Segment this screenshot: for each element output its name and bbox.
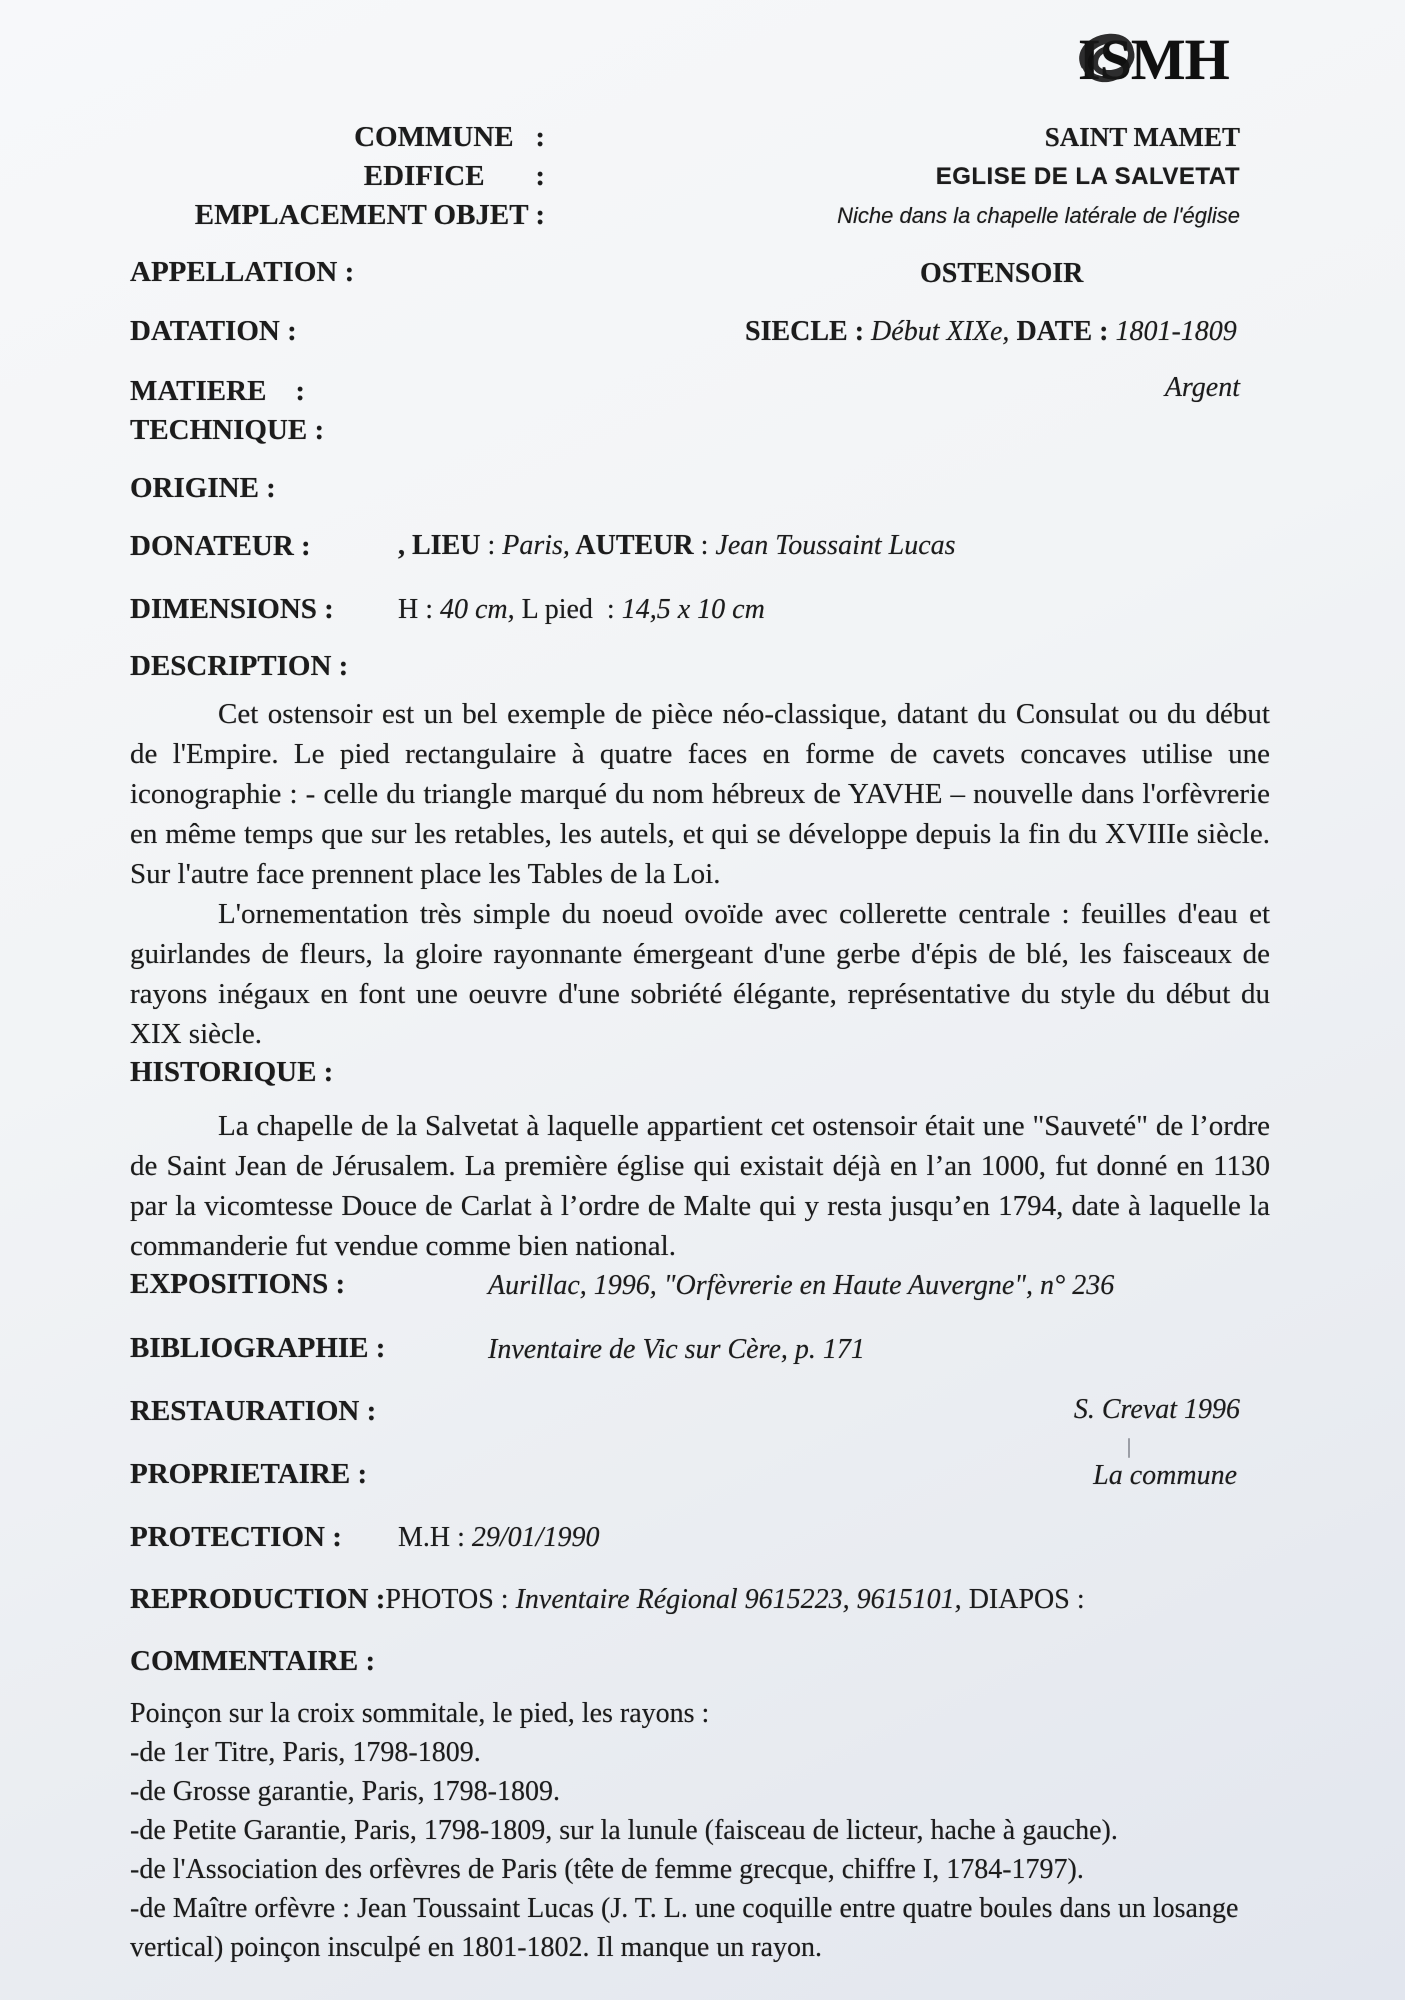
label-datation: DATATION :	[130, 315, 297, 347]
foot-label: L pied :	[514, 594, 622, 625]
mh-value: 29/01/1990	[471, 1522, 600, 1553]
siecle-value: Début XIXe,	[871, 316, 1010, 347]
commentaire-line: -de Petite Garantie, Paris, 1798-1809, sur la lunule (faisceau de licteur, hache à gauche).	[130, 1815, 1118, 1846]
matiere-value: Argent	[1164, 372, 1240, 403]
commentaire-line: -de Maître orfèvre : Jean Toussaint Lucas (J. T. L. une coquille entre quatre boules dans un losange vertical) poinçon insculpé en 1801-1802. Il manque un rayon.	[130, 1893, 1239, 1963]
commentaire-line: Poinçon sur la croix sommitale, le pied, les rayons :	[130, 1698, 710, 1729]
ink-scribble-icon	[1068, 24, 1154, 94]
foot-value: 14,5 x 10 cm	[621, 594, 765, 625]
logo-text: ISMH	[1078, 27, 1229, 92]
diapos-label: DIAPOS :	[961, 1584, 1085, 1615]
restauration-value: S. Crevat 1996	[1073, 1394, 1240, 1425]
commune-value: SAINT MAMET	[1044, 122, 1240, 152]
label-historique: HISTORIQUE :	[130, 1056, 334, 1088]
label-commentaire: COMMENTAIRE :	[130, 1645, 376, 1677]
auteur-label: AUTEUR	[569, 530, 694, 561]
label-emplacement: EMPLACEMENT OBJET :	[194, 199, 545, 231]
label-dimensions: DIMENSIONS :	[130, 593, 342, 625]
commentaire-line: -de 1er Titre, Paris, 1798-1809.	[130, 1737, 481, 1768]
auteur-value: Jean Toussaint Lucas	[715, 530, 956, 561]
label-description: DESCRIPTION :	[130, 650, 349, 682]
ismh-logo	[1078, 26, 1268, 96]
label-matiere: MATIERE :	[130, 375, 306, 407]
bibliographie-value: Inventaire de Vic sur Cère, p. 171	[488, 1334, 865, 1365]
header-values	[700, 118, 1240, 235]
label-origine: ORIGINE :	[130, 472, 276, 504]
date-value: 1801-1809	[1115, 316, 1237, 347]
header-labels	[130, 118, 545, 235]
protection-value	[398, 1522, 599, 1554]
mh-label: M.H :	[398, 1522, 472, 1553]
edifice-value: EGLISE DE LA SALVETAT	[935, 163, 1240, 190]
emplacement-value: Niche dans la chapelle latérale de l'église	[837, 203, 1240, 228]
commentaire-line: -de l'Association des orfèvres de Paris (tête de femme grecque, chiffre I, 1784-1797).	[130, 1854, 1084, 1885]
commentaire-text	[130, 1694, 1275, 1967]
dimensions-value	[398, 594, 765, 626]
commentaire-line: -de Grosse garantie, Paris, 1798-1809.	[130, 1776, 561, 1807]
label-expositions: EXPOSITIONS :	[130, 1268, 346, 1300]
lieu-label: LIEU	[412, 530, 481, 561]
donateur-comma: ,	[398, 530, 412, 561]
proprietaire-value: La commune	[1093, 1460, 1237, 1491]
lieu-value: Paris,	[502, 530, 570, 561]
photos-value: Inventaire Régional 9615223, 9615101,	[515, 1584, 962, 1615]
description-paragraph-2: L'ornementation très simple du noeud ovoïde avec collerette centrale : feuilles d'eau et guirlandes de fleurs, la gloire rayonnante émergeant d'une gerbe d'épis de blé, les faisceaux de rayons inégaux en font une oeuvre d'une sobriété élégante, représentative du style du début du XIX siècle.	[130, 898, 1270, 1050]
height-value: 40 cm,	[440, 594, 515, 625]
description-paragraph-1: Cet ostensoir est un bel exemple de pièce néo-classique, datant du Consulat ou du début de l'Empire. Le pied rectangulaire à quatre faces en forme de cavets concaves utilise une iconographie : - celle du triangle marqué du nom hébreux de YAVHE – nouvelle dans l'orfèvrerie en même temps que sur les retables, les autels, et qui se développe depuis la fin du XVIIIe siècle. Sur l'autre face prennent place les Tables de la Loi.	[130, 698, 1270, 890]
reproduction-row	[130, 1583, 1085, 1616]
historique-paragraph: La chapelle de la Salvetat à laquelle appartient cet ostensoir était une "Sauveté" de l’ordre de Saint Jean de Jérusalem. La première église qui existait déjà en l’an 1000, fut donné en 1130 par la vicomtesse Douce de Carlat à l’ordre de Malte qui y resta jusqu’en 1794, date à laquelle la commanderie fut vendue comme bien national.	[130, 1110, 1270, 1262]
date-label: DATE :	[1009, 316, 1116, 347]
scan-artifact-mark	[1128, 1438, 1130, 1458]
siecle-label: SIECLE :	[745, 316, 872, 347]
photos-label: PHOTOS :	[385, 1584, 516, 1615]
label-appellation: APPELLATION :	[130, 256, 355, 288]
label-bibliographie: BIBLIOGRAPHIE :	[130, 1332, 386, 1364]
label-reproduction: REPRODUCTION :	[130, 1583, 386, 1615]
auteur-separator: :	[693, 530, 716, 561]
label-donateur: DONATEUR :	[130, 530, 311, 562]
lieu-separator: :	[480, 530, 503, 561]
appellation-value: OSTENSOIR	[920, 258, 1084, 289]
label-restauration: RESTAURATION :	[130, 1395, 377, 1427]
label-proprietaire: PROPRIETAIRE :	[130, 1458, 368, 1490]
label-protection: PROTECTION :	[130, 1521, 350, 1553]
height-label: H :	[398, 594, 440, 625]
label-technique: TECHNIQUE :	[130, 414, 325, 446]
historique-text	[130, 1106, 1270, 1266]
expositions-value: Aurillac, 1996, "Orfèvrerie en Haute Auvergne", n° 236	[488, 1270, 1115, 1301]
label-commune: COMMUNE :	[354, 121, 545, 153]
datation-value	[745, 316, 1237, 348]
description-text	[130, 694, 1270, 1054]
label-edifice: EDIFICE :	[363, 160, 545, 192]
donateur-value	[398, 530, 956, 562]
